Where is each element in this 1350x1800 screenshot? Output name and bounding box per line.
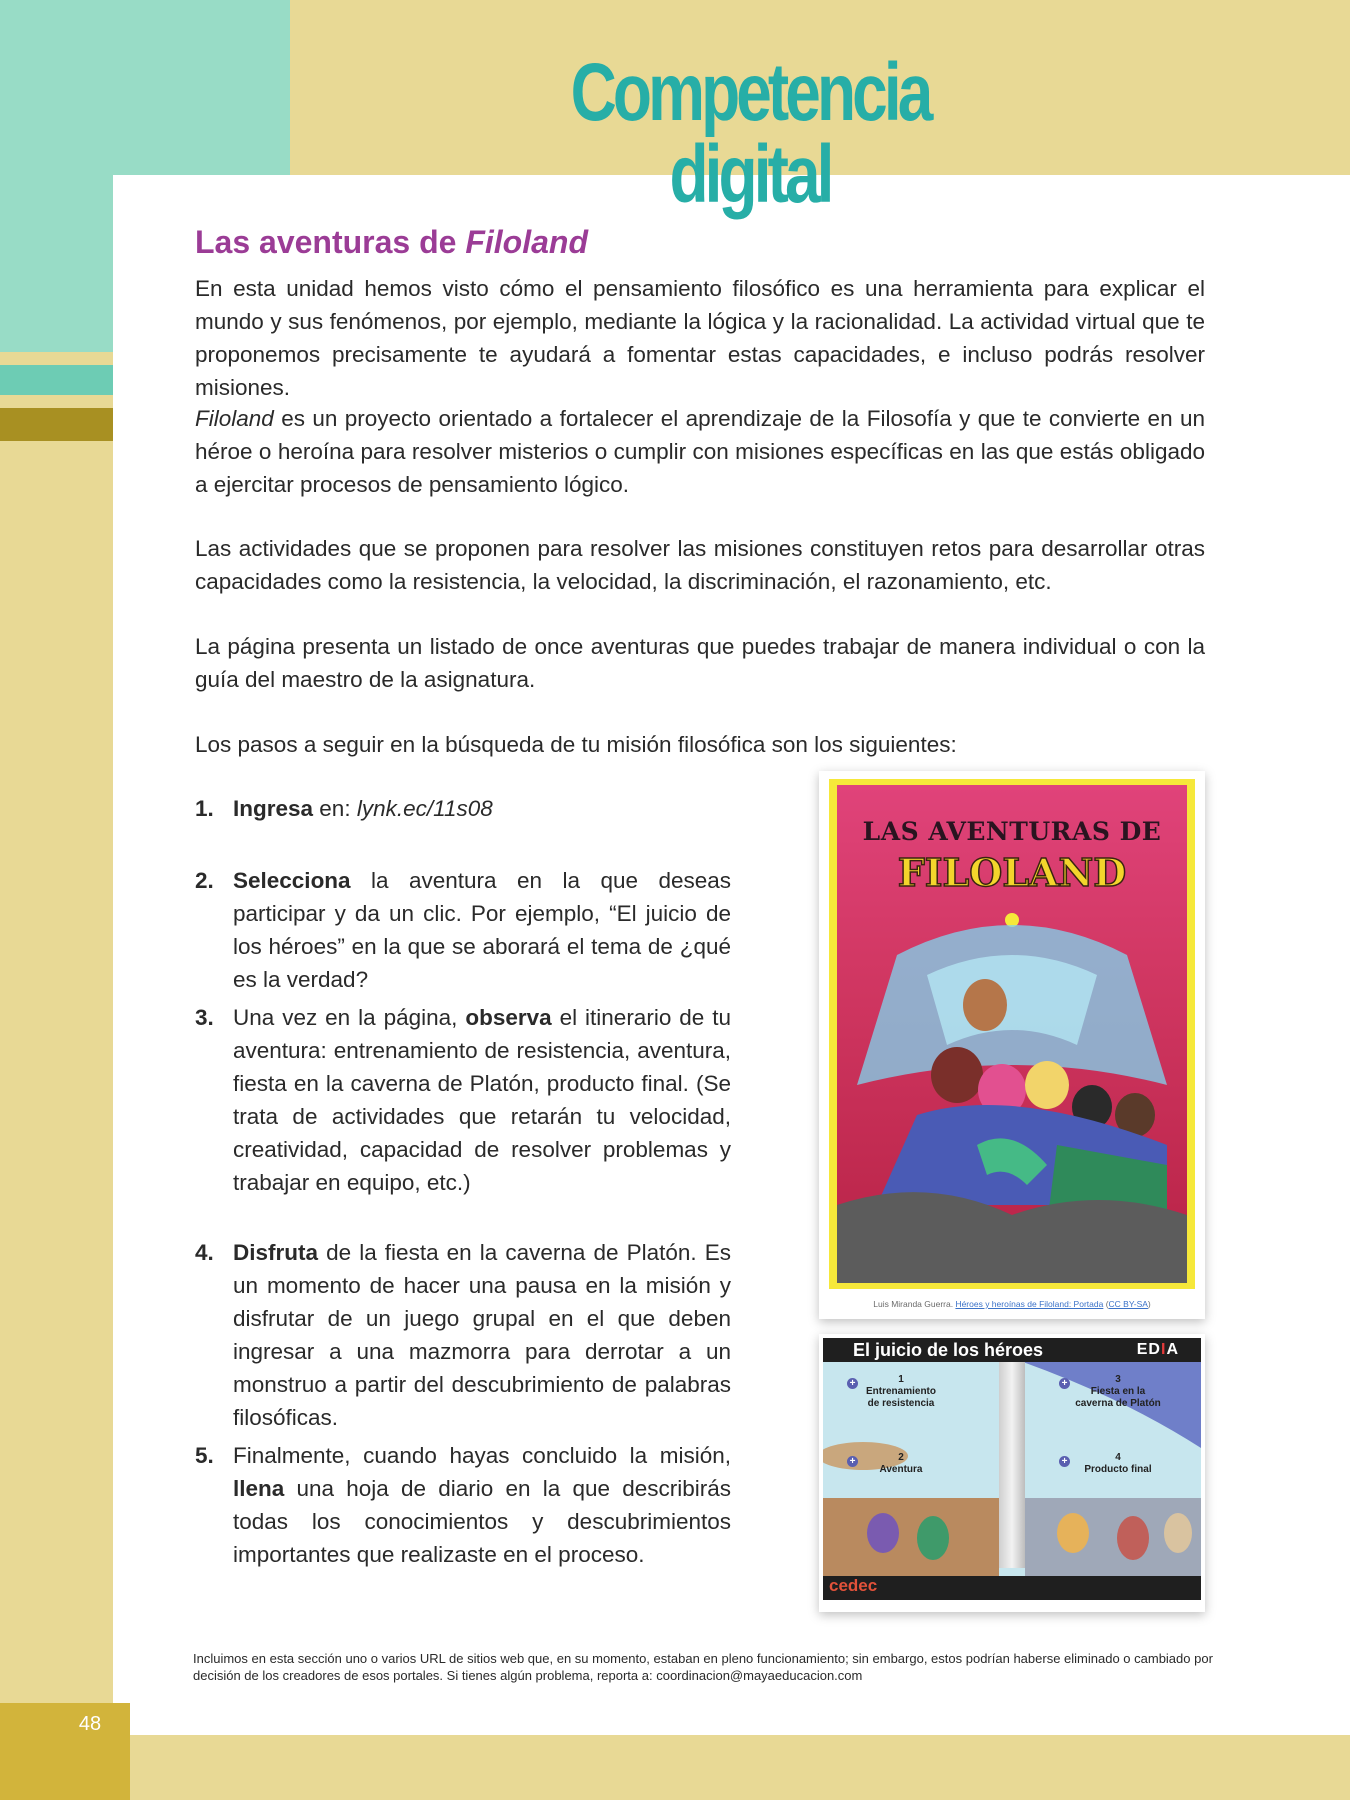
screenshot-title: El juicio de los héroes (853, 1340, 1044, 1360)
column-divider (999, 1362, 1025, 1568)
page-number: 48 (78, 1713, 102, 1735)
heading-italic: Filoland (465, 224, 588, 260)
cover-title-top: LAS AVENTURAS DE (862, 817, 1162, 846)
intro-paragraph: En esta unidad hemos visto cómo el pensamiento filosófico es una herramienta para explicar el mundo y sus fenómenos, por ejemplo, mediante la lógica y la racionalidad. La actividad virtual que te proponemos precisamente te ayudará a fomentar estas capacidades, e incluso podrás resolver misiones. (195, 276, 1205, 400)
cover-artwork (837, 785, 1187, 1283)
plus-icon: + (1059, 1378, 1070, 1389)
juicio-screenshot (819, 1334, 1205, 1612)
page-title: Competencia digital (570, 47, 930, 220)
plus-icon: + (847, 1456, 858, 1467)
plus-icon: + (1059, 1456, 1070, 1467)
list-paragraph: La página presenta un listado de once aventuras que puedes trabajar de manera individual o con la guía del maestro de la asignatura. (195, 634, 1205, 692)
stage-button[interactable]: + 1 Entrenamiento de resistencia (861, 1374, 941, 1410)
cover-illustration (837, 785, 1187, 1283)
step-item: 4. Disfruta de la fiesta en la caverna de Platón. Es un momento de hacer una pausa en la misión y disfrutar de un juego grupal en el que deben ingresar a una mazmorra para derrotar a un monstruo a partir del descubrimiento de palabras filosóficas. (195, 1240, 731, 1430)
cedec-logo: cedec (829, 1576, 878, 1595)
side-stripe-tan (0, 352, 113, 365)
step-item: 1. Ingresa en: lynk.ec/11s08 (195, 796, 493, 821)
step-link[interactable]: lynk.ec/11s08 (356, 796, 493, 821)
stage-button[interactable]: + 2 Aventura (861, 1452, 941, 1476)
stage-button[interactable]: + 4 Producto final (1073, 1452, 1163, 1476)
cover-caption: Luis Miranda Guerra. Héroes y heroínas de Filoland: Portada (CC BY-SA) (873, 1299, 1151, 1309)
edia-logo: EDIA (1136, 1341, 1179, 1358)
side-stripe-mint (0, 365, 113, 395)
screenshot-footer (823, 1576, 1201, 1600)
cover-credit-link[interactable]: Héroes y heroínas de Filoland: Portada (955, 1299, 1104, 1309)
url-disclaimer: Incluimos en esta sección uno o varios URL de sitios web que, en su momento, estaban en pleno funcionamiento; sin embargo, estos podrían haberse eliminado o cambiado por decisión de los creadores de esos portales. Si tienes algún problema, reporta a: coordinacion@mayaeducacion.com (193, 1651, 1213, 1683)
stage-button[interactable]: + 3 Fiesta en la caverna de Platón (1073, 1374, 1163, 1410)
footer-band (130, 1735, 1350, 1800)
step-item: 3. Una vez en la página, observa el itinerario de tu aventura: entrenamiento de resistencia, aventura, fiesta en la caverna de Platón, producto final. (Se trata de actividades que retarán tu velocidad, creatividad, capacidad de resolver problemas y trabajar en equipo, etc.) (195, 1005, 731, 1195)
filoland-paragraph: Filoland es un proyecto orientado a fortalecer el aprendizaje de la Filosofía y que te convierte en un héroe o heroína para resolver misterios o cumplir con misiones específicas en las que estás obligado a ejercitar procesos de pensamiento lógico. (195, 406, 1205, 497)
screenshot-title-bar (823, 1338, 1201, 1362)
section-heading: Las aventuras de Filoland (195, 224, 588, 260)
step-item: 5. Finalmente, cuando hayas concluido la misión, llena una hoja de diario en la que describirás todas los conocimientos y descubrimientos importantes que realizaste en el proceso. (195, 1443, 731, 1567)
cover-title-main: FILOLAND (897, 850, 1127, 895)
plus-icon: + (847, 1378, 858, 1389)
activities-paragraph: Las actividades que se proponen para resolver las misiones constituyen retos para desarrollar otras capacidades como la resistencia, la velocidad, la discriminación, el razonamiento, etc. (195, 536, 1205, 594)
steps-intro: Los pasos a seguir en la búsqueda de tu misión filosófica son los siguientes: (195, 732, 957, 757)
side-stripe-gold (0, 408, 113, 441)
filoland-cover-image (819, 771, 1205, 1319)
license-link[interactable]: CC BY-SA (1108, 1299, 1148, 1309)
step-item: 2. Selecciona la aventura en la que deseas participar y da un clic. Por ejemplo, “El juicio de los héroes” en la que se aborará el tema de ¿qué es la verdad? (195, 868, 731, 992)
